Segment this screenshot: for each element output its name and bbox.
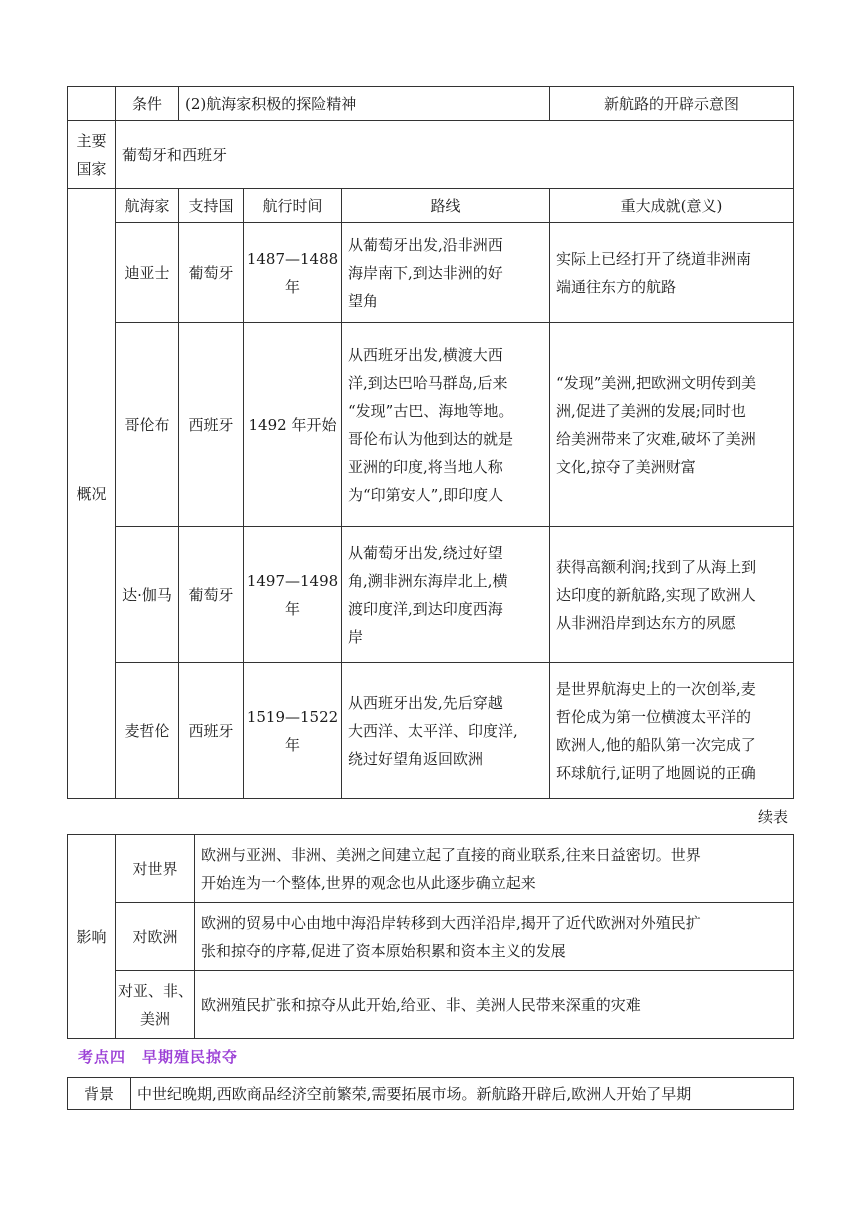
- background-table: [67, 1077, 794, 1110]
- impact-target: 对亚、非、 美洲: [116, 971, 195, 1039]
- header-achievement: 重大成就(意义): [550, 189, 794, 223]
- impact-target: 对世界: [116, 835, 195, 903]
- continued-label: 续表: [757, 808, 788, 826]
- condition-text: (2)航海家积极的探险精神: [179, 87, 550, 121]
- condition-label: 条件: [116, 87, 179, 121]
- header-navigator: 航海家: [116, 189, 179, 223]
- header-route: 路线: [342, 189, 550, 223]
- table-row: [68, 223, 794, 323]
- achievement-text: “发现”美洲,把欧洲文明传到美 洲,促进了美洲的发展;同时也 给美洲带来了灾难,破坏了美洲 文化,掠夺了美洲财富: [550, 323, 794, 527]
- impact-text: 欧洲的贸易中心由地中海沿岸转移到大西洋沿岸,揭开了近代欧洲对外殖民扩 张和掠夺的序幕,促进了资本原始积累和资本主义的发展: [195, 903, 794, 971]
- blank-cell: [68, 87, 116, 121]
- table-row: [68, 323, 794, 527]
- header-time: 航行时间: [244, 189, 342, 223]
- table-row: [68, 835, 794, 903]
- impact-text: 欧洲与亚洲、非洲、美洲之间建立起了直接的商业联系,往来日益密切。世界 开始连为一个整体,世界的观念也从此逐步确立起来: [195, 835, 794, 903]
- table-row: [68, 971, 794, 1039]
- header-country: 支持国: [179, 189, 244, 223]
- navigator-name: 达·伽马: [116, 527, 179, 663]
- main-countries-text: 葡萄牙和西班牙: [116, 121, 794, 189]
- route-text: 从西班牙出发,先后穿越 大西洋、太平洋、印度洋, 绕过好望角返回欧洲: [342, 663, 550, 799]
- support-country: 西班牙: [179, 323, 244, 527]
- support-country: 葡萄牙: [179, 527, 244, 663]
- background-label: 背景: [68, 1078, 131, 1110]
- impact-table: [67, 834, 794, 1039]
- table-row: [68, 903, 794, 971]
- section-heading: 考点四 早期殖民掠夺: [78, 1048, 239, 1066]
- voyage-time: 1492 年开始: [244, 323, 342, 527]
- voyage-time: 1497—1498 年: [244, 527, 342, 663]
- impact-label: 影响: [68, 835, 116, 1039]
- table-row: [68, 663, 794, 799]
- navigator-name: 哥伦布: [116, 323, 179, 527]
- achievement-text: 是世界航海史上的一次创举,麦 哲伦成为第一位横渡太平洋的 欧洲人,他的船队第一次完成了 环球航行,证明了地圆说的正确: [550, 663, 794, 799]
- voyage-time: 1487—1488 年: [244, 223, 342, 323]
- route-text: 从葡萄牙出发,沿非洲西 海岸南下,到达非洲的好 望角: [342, 223, 550, 323]
- support-country: 西班牙: [179, 663, 244, 799]
- navigator-name: 迪亚士: [116, 223, 179, 323]
- impact-target: 对欧洲: [116, 903, 195, 971]
- achievement-text: 实际上已经打开了绕道非洲南 端通往东方的航路: [550, 223, 794, 323]
- route-text: 从西班牙出发,横渡大西 洋,到达巴哈马群岛,后来 “发现”古巴、海地等地。 哥伦布认为他到达的就是 亚洲的印度,将当地人称 为“印第安人”,即印度人: [342, 323, 550, 527]
- navigator-name: 麦哲伦: [116, 663, 179, 799]
- main-countries-label: 主要 国家: [68, 121, 116, 189]
- voyage-time: 1519—1522 年: [244, 663, 342, 799]
- background-text: 中世纪晚期,西欧商品经济空前繁荣,需要拓展市场。新航路开辟后,欧洲人开始了早期: [131, 1078, 794, 1110]
- table-row: [68, 527, 794, 663]
- impact-text: 欧洲殖民扩张和掠夺从此开始,给亚、非、美洲人民带来深重的灾难: [195, 971, 794, 1039]
- support-country: 葡萄牙: [179, 223, 244, 323]
- map-title: 新航路的开辟示意图: [550, 87, 794, 121]
- achievement-text: 获得高额利润;找到了从海上到 达印度的新航路,实现了欧洲人 从非洲沿岸到达东方的夙愿: [550, 527, 794, 663]
- route-text: 从葡萄牙出发,绕过好望 角,溯非洲东海岸北上,横 渡印度洋,到达印度西海 岸: [342, 527, 550, 663]
- overview-label: 概况: [68, 189, 116, 799]
- voyages-table: [67, 86, 794, 799]
